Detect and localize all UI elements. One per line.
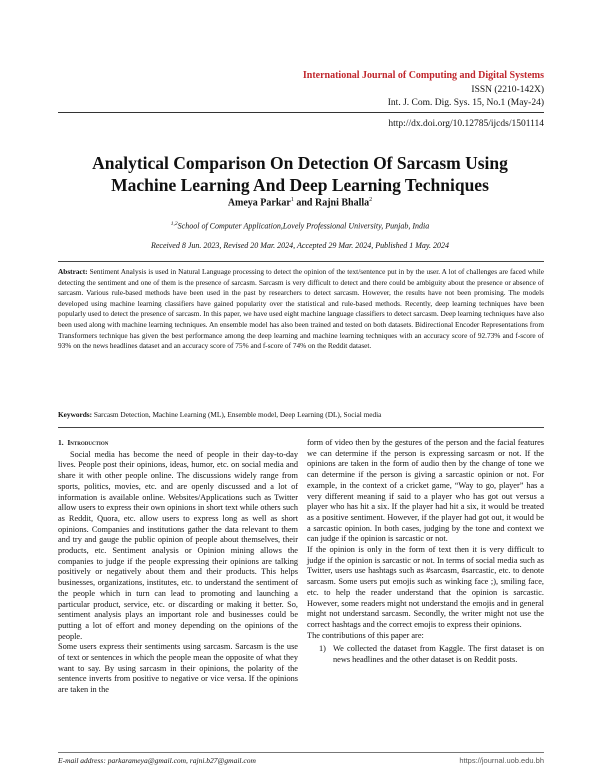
section-heading bbox=[58, 438, 298, 449]
right-column bbox=[307, 438, 544, 666]
list-text: We collected the dataset from Kaggle. The first dataset is on news headlines and the other dataset is on Reddit posts. bbox=[333, 644, 544, 665]
header-rule bbox=[58, 112, 544, 113]
intro-paragraph-1: Social media has become the need of people in their day-to-day lives. People post their opinions, ideas, humor, etc. on social media and share it with other people online. The discussions widely range from sports, politics, movies, etc. and are openly discussed and a lot of information is available online. Websites/Applications such as Twitter allow users to express their own opinions in short text while others such as Reddit, Quora, etc. allow users to express long as well as short opinions. Companies and institutions gather the data relevant to them and try and gauge the public opinion of people about themselves, their products, etc. Sentiment analysis or Opinion mining allows the companies to judge if the people expressing their opinions are talking positively or negatively about them and their products. This helps businesses, organizations, institutes, etc. to understand the sentiment of the people which in turn can lead to promoting and launching a particular product, service, etc. or discarding or making it better. So, sentiment analysis plays an important role and businesses could be putting a lot of effort and money depending on the opinions of the people. bbox=[58, 449, 298, 641]
affiliation bbox=[0, 221, 600, 231]
abstract-top-rule bbox=[58, 261, 544, 262]
footer-rule bbox=[58, 752, 544, 753]
author-and: and bbox=[293, 197, 315, 209]
issn: ISSN (2210-142X) bbox=[471, 85, 544, 95]
author-2: Rajni Bhalla bbox=[314, 197, 370, 209]
contribution-item-1 bbox=[307, 644, 544, 665]
author-2-sup: 2 bbox=[369, 197, 373, 203]
intro-paragraph-2: Some users express their sentiments using sarcasm. Sarcasm is the use of text or sentences in which the people mean the opposite of what they want to say. By using sarcasm in their opinions, the polarity of the sentence inverts from positive to negative or vice versa. If the opinions are taken in the bbox=[58, 642, 298, 695]
section-number: 1. bbox=[58, 438, 64, 447]
journal-title: International Journal of Computing and Digital Systems bbox=[302, 70, 544, 81]
intro-paragraph-3: form of video then by the gestures of the person and the facial features we can determine if the person is expressing sarcasm or not. If the opinions are taken in the form of audio then by the change of tone we can determine if the person is giving a sarcastic opinion or not. For example, in the context of a cricket game, “Way to go, player” has a very different meaning if said to a player who has got out versus a player who has hit a six. If the player had hit a six, it would be treated as a positive sentiment. However, if the player had got out, it would be a sarcastic opinion. In both cases, judging by the tone and context we can judge if the opinion is sarcastic or not. bbox=[307, 438, 544, 544]
abstract-text: Sentiment Analysis is used in Natural Language processing to detect the opinion of the text/sentence put in by the user. A lot of challenges are faced while detecting the sentiment and one of them is the presence of sarcasm. Sarcasm is very difficult to detect and there could be ambiguity about the presence or absence of sarcasm. Various rule-based methods have been used in the past by researchers to detect sarcasm. However, the results have not been promising. The models developed using machine learning classifiers have gained popularity over the statistical and rule-based methods. Recently, deep learning techniques have been popularly used to detect the presence of sarcasm. In this paper, we have used eight machine language classifiers to detect sarcasm. Deep learning techniques have also been used along with machine learning techniques. An ensemble model has also been trained and tested on both datasets. Bidirectional Encoder Representations from Transformers technique has given the best performance among the deep learning and machine learning techniques with an accuracy score of 92.73% and f-score of 93% on the news headlines dataset and an accuracy score of 75% and f-score of 74% on the Reddit dataset. bbox=[58, 267, 544, 351]
journal-url[interactable]: https://journal.uob.edu.bh bbox=[459, 756, 544, 765]
list-number: 1) bbox=[319, 644, 326, 654]
left-column bbox=[58, 438, 298, 696]
keywords-label: Keywords: bbox=[58, 410, 93, 419]
author-emails: E-mail address: parkarameya@gmail.com, rajni.b27@gmail.com bbox=[58, 756, 256, 765]
author-1: Ameya Parkar bbox=[227, 197, 291, 209]
abstract-label: Abstract: bbox=[58, 267, 88, 276]
journal-citation: Int. J. Com. Dig. Sys. 15, No.1 (May-24) bbox=[387, 98, 544, 108]
keywords-bottom-rule bbox=[58, 427, 544, 428]
title-line-2: Machine Learning And Deep Learning Techniques bbox=[111, 175, 489, 195]
affiliation-sup: 1,2 bbox=[170, 221, 178, 227]
keywords-text: Sarcasm Detection, Machine Learning (ML), Ensemble model, Deep Learning (DL), Social media bbox=[92, 410, 382, 419]
author-1-sup: 1 bbox=[290, 197, 294, 203]
authors bbox=[0, 197, 600, 208]
affiliation-text: School of Computer Application,Lovely Professional University, Punjab, India bbox=[177, 221, 430, 231]
intro-paragraph-4: If the opinion is only in the form of text then it is very difficult to judge if the opinion is sarcastic or not. In terms of social media such as Twitter, users use hashtags such as #sarcasm, #sarcastic, etc. to denote sarcasm. Some users put emojis such as winking face ;), smiling face, etc. to help the reader understand that the opinion is sarcastic. However, some readers might not understand the emojis and in general might not understand sarcasm. Secondly, the writer might not use the correct hashtags and the correct emojis to express their opinions. bbox=[307, 545, 544, 629]
paper-title bbox=[40, 152, 560, 196]
received-dates: Received 8 Jun. 2023, Revised 20 Mar. 2024, Accepted 29 Mar. 2024, Published 1 May. 2024 bbox=[150, 241, 449, 250]
section-title: Introduction bbox=[67, 438, 109, 447]
keywords bbox=[58, 410, 544, 419]
doi-link[interactable]: http://dx.doi.org/10.12785/ijcds/1501114 bbox=[388, 119, 544, 129]
title-line-1: Analytical Comparison On Detection Of Sarcasm Using bbox=[92, 153, 508, 173]
abstract bbox=[58, 267, 544, 352]
contributions-intro: The contributions of this paper are: bbox=[307, 630, 424, 640]
